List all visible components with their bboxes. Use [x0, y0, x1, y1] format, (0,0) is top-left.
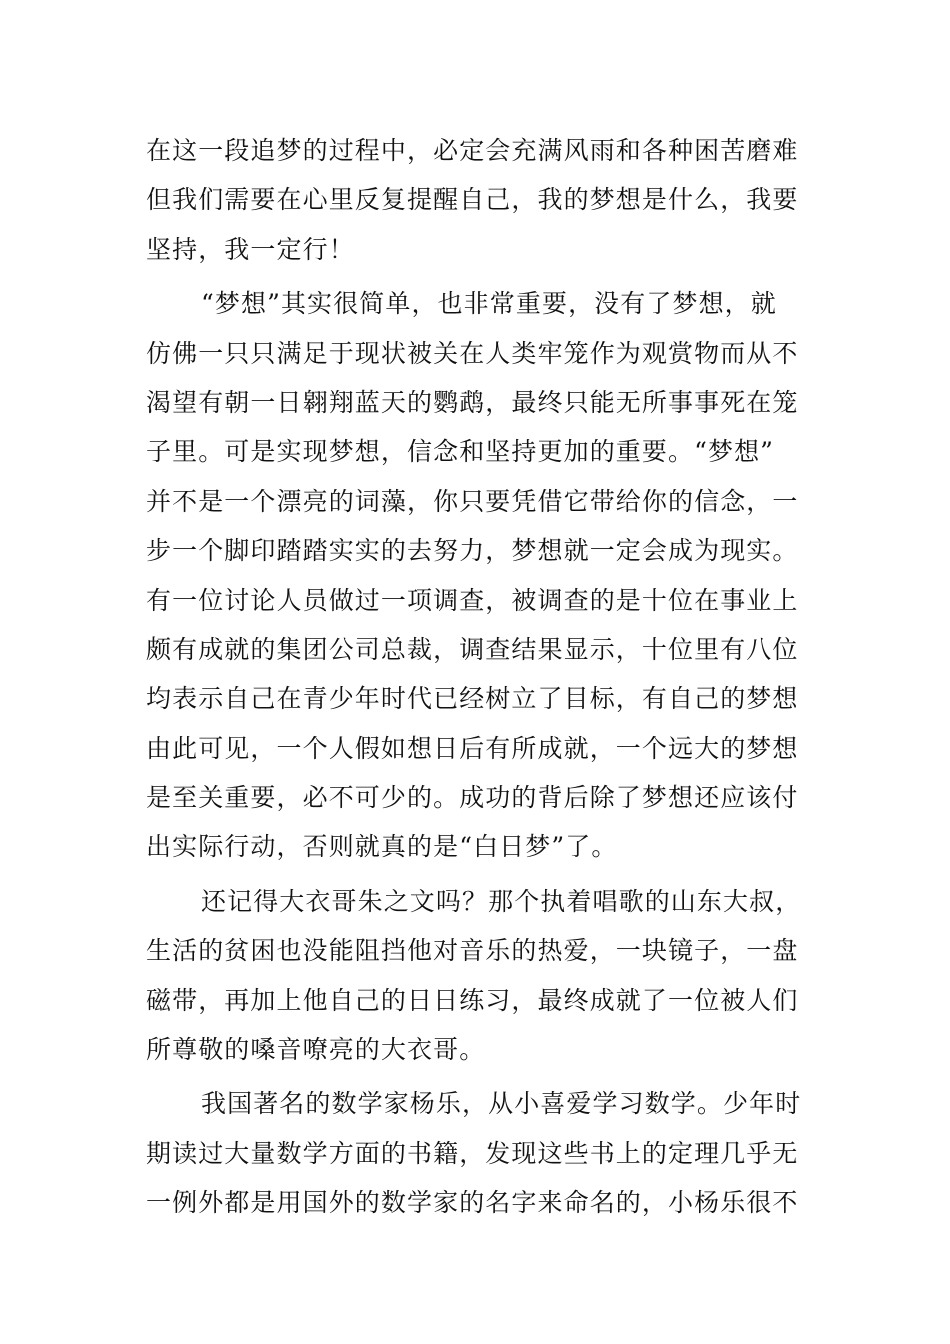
text-line: 是至关重要，必不可少的。成功的背后除了梦想还应该付	[146, 783, 799, 813]
text-line: 渴望有朝一日翱翔蓝天的鹦鹉，最终只能无所事事死在笼	[146, 387, 799, 417]
text-line: 步一个脚印踏踏实实的去努力，梦想就一定会成为现实。	[146, 536, 799, 566]
paragraph-4	[146, 1079, 808, 1227]
text-line: 我国著名的数学家杨乐，从小喜爱学习数学。少年时	[201, 1089, 802, 1119]
paragraph-2	[146, 279, 808, 872]
text-line: 有一位讨论人员做过一项调查，被调查的是十位在事业上	[146, 585, 799, 615]
text-line: 出实际行动，否则就真的是“白日梦”了。	[146, 832, 618, 862]
text-line: 所尊敬的嗓音嘹亮的大衣哥。	[146, 1035, 486, 1065]
text-line: 在这一段追梦的过程中，必定会充满风雨和各种困苦磨难	[146, 136, 799, 165]
text-line: 并不是一个漂亮的词藻，你只要凭借它带给你的信念，一	[146, 486, 799, 516]
text-line: 磁带，再加上他自己的日日练习，最终成就了一位被人们	[146, 985, 799, 1015]
text-line: 坚持，我一定行！	[146, 234, 355, 264]
text-line: 子里。可是实现梦想，信念和坚持更加的重要。“梦想”	[146, 437, 775, 467]
paragraph-1	[146, 126, 808, 274]
text-line: 期读过大量数学方面的书籍，发现这些书上的定理几乎无	[146, 1138, 799, 1168]
text-line: 颇有成就的集团公司总裁，调查结果显示，十位里有八位	[146, 634, 799, 664]
document-body	[146, 126, 808, 1228]
paragraph-3	[146, 877, 808, 1075]
text-line: 一例外都是用国外的数学家的名字来命名的，小杨乐很不	[146, 1188, 799, 1218]
text-line: 生活的贫困也没能阻挡他对音乐的热爱，一块镜子，一盘	[146, 936, 799, 966]
text-line: 仿佛一只只满足于现状被关在人类牢笼作为观赏物而从不	[146, 338, 799, 368]
text-line: 还记得大衣哥朱之文吗？那个执着唱歌的山东大叔，	[201, 886, 802, 916]
text-line: “梦想”其实很简单，也非常重要，没有了梦想，就	[201, 289, 777, 319]
text-line: 但我们需要在心里反复提醒自己，我的梦想是什么，我要	[146, 185, 799, 215]
text-line: 均表示自己在青少年时代已经树立了目标，有自己的梦想	[146, 684, 799, 714]
text-line: 由此可见，一个人假如想日后有所成就，一个远大的梦想	[146, 733, 799, 763]
